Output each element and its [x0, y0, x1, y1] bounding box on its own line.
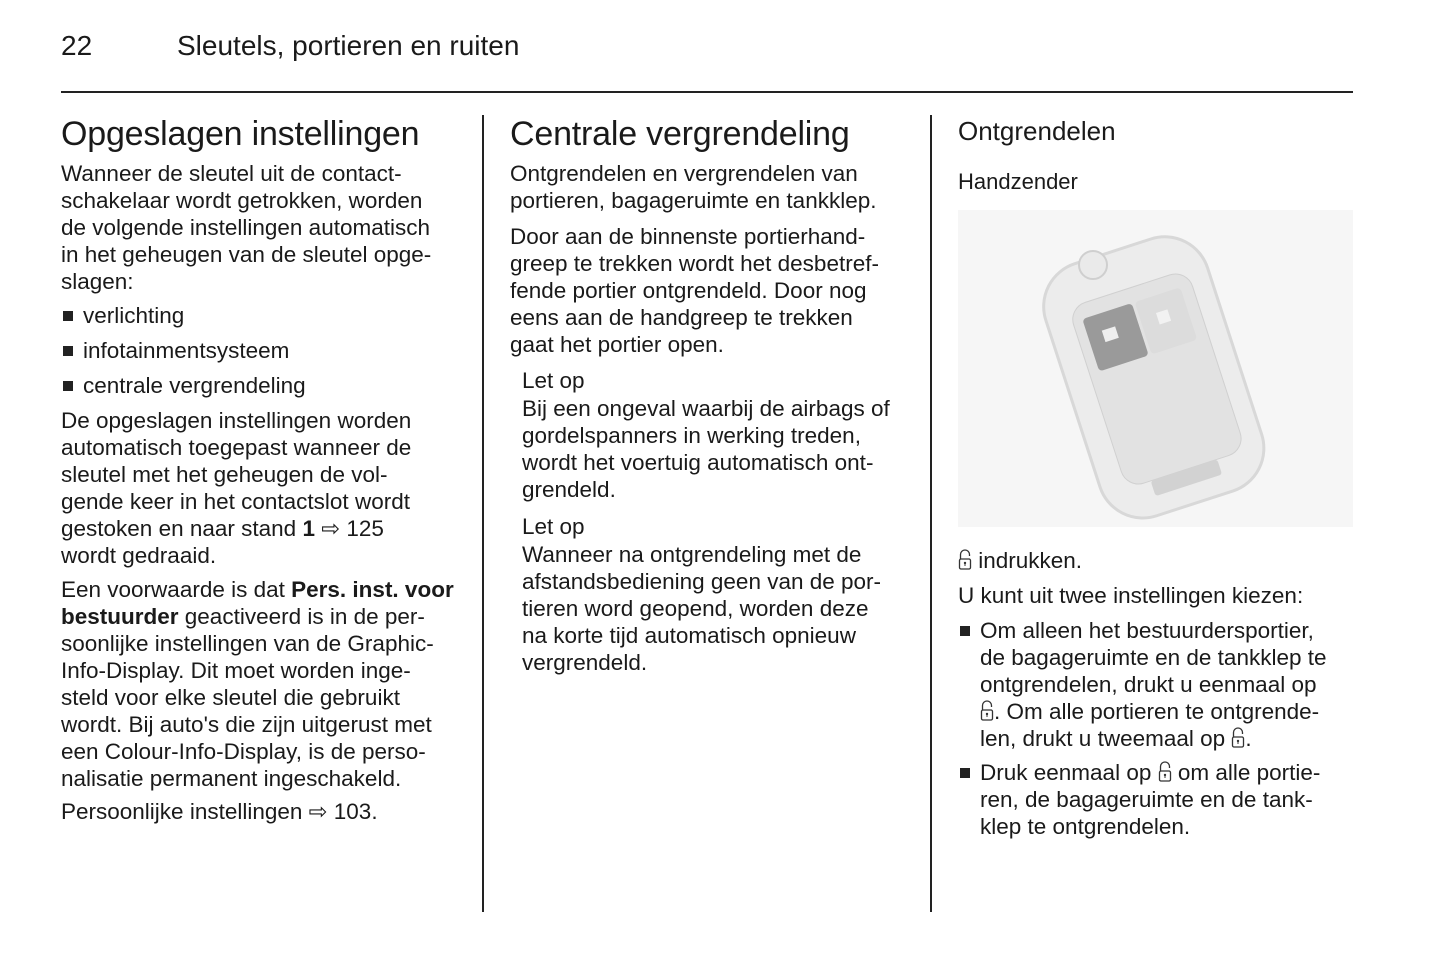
text: Persoonlijke instellingen: [61, 799, 309, 824]
paragraph: Ontgrendelen en vergrendelen van portieren, bagageruimte en tankklep.: [510, 161, 877, 213]
unlock-icon: [1158, 761, 1172, 783]
text: om alle portie- ren, de bagageruimte en de tank- klep te ontgrendelen.: [980, 760, 1321, 839]
paragraph: Door aan de binnenste portierhand- greep te trekken wordt het desbetref- fende portier ontgrendeld. Door nog eens aan de handgreep te trekken gaat het portier open.: [510, 224, 879, 357]
page-reference-link[interactable]: 125: [346, 516, 384, 541]
list-item: [958, 617, 1327, 752]
paragraph: [61, 798, 378, 825]
key-fob-illustration: [958, 210, 1353, 527]
header-rule: [61, 91, 1353, 93]
text: wordt gedraaid.: [61, 543, 217, 568]
menu-setting-name: Pers. inst. voor bestuurder: [61, 577, 454, 629]
paragraph: [61, 407, 411, 569]
list-item: [958, 759, 1320, 840]
text: . Om alle portieren te ontgrende- len, drukt u tweemaal op: [980, 699, 1320, 751]
subsection-heading: Ontgrendelen: [958, 116, 1116, 146]
reference-arrow-icon: ⇨: [308, 799, 328, 824]
note-title: Let op: [522, 514, 585, 539]
page-reference-link[interactable]: 103.: [333, 799, 378, 824]
text: .: [1245, 726, 1252, 751]
position-label: 1: [302, 516, 315, 541]
page-number: 22: [61, 30, 93, 61]
text: indrukken.: [972, 548, 1083, 573]
unlock-icon: [958, 549, 972, 571]
text: Om alleen het bestuurdersportier, de bagageruimte en de tankklep te ontgrendelen, drukt u eenmaal op: [980, 618, 1327, 697]
list-item: centrale vergrendeling: [61, 372, 306, 399]
text: Een voorwaarde is dat: [61, 577, 292, 602]
list-item: infotainmentsysteem: [61, 337, 289, 364]
paragraph: U kunt uit twee instellingen kiezen:: [958, 583, 1304, 608]
paragraph: [958, 547, 1082, 574]
paragraph: [61, 576, 454, 792]
column-divider: [482, 115, 484, 912]
note-text: Bij een ongeval waarbij de airbags of gordelspanners in werking treden, wordt het voertuig automatisch ont- grendeld.: [522, 396, 890, 502]
note-text: Wanneer na ontgrendeling met de afstandsbediening geen van de por- tieren word geopend, worden deze na korte tijd automatisch opnieuw vergrendeld.: [522, 542, 882, 675]
section-heading: Centrale vergrendeling: [510, 115, 850, 153]
reference-arrow-icon: ⇨: [321, 516, 341, 541]
section-heading: Opgeslagen instellingen: [61, 115, 420, 153]
text: Druk eenmaal op: [980, 760, 1158, 785]
chapter-title: Sleutels, portieren en ruiten: [177, 30, 520, 61]
text: geactiveerd is in de per- soonlijke instellingen van de Graphic- Info-Display. Dit moet worden inge- steld voor elke sleutel die gebruikt wordt. Bij auto's die zijn uitgerust met een Colour-Info-Display, is de perso- nalisatie permanent ingeschakeld.: [61, 604, 434, 791]
unlock-icon: [980, 700, 994, 722]
unlock-icon: [1231, 727, 1245, 749]
sub-subsection-heading: Handzender: [958, 169, 1078, 194]
text: De opgeslagen instellingen worden automatisch toegepast wanneer de sleutel met het geheugen de vol- gende keer in het contactslot wordt gestoken en naar stand: [61, 408, 412, 541]
paragraph: Wanneer de sleutel uit de contact- schakelaar wordt getrokken, worden de volgende instellingen automatisch in het geheugen van de sleutel opge- slagen:: [61, 161, 432, 294]
column-divider: [930, 115, 932, 912]
list-item: verlichting: [61, 302, 184, 329]
note-title: Let op: [522, 368, 585, 393]
